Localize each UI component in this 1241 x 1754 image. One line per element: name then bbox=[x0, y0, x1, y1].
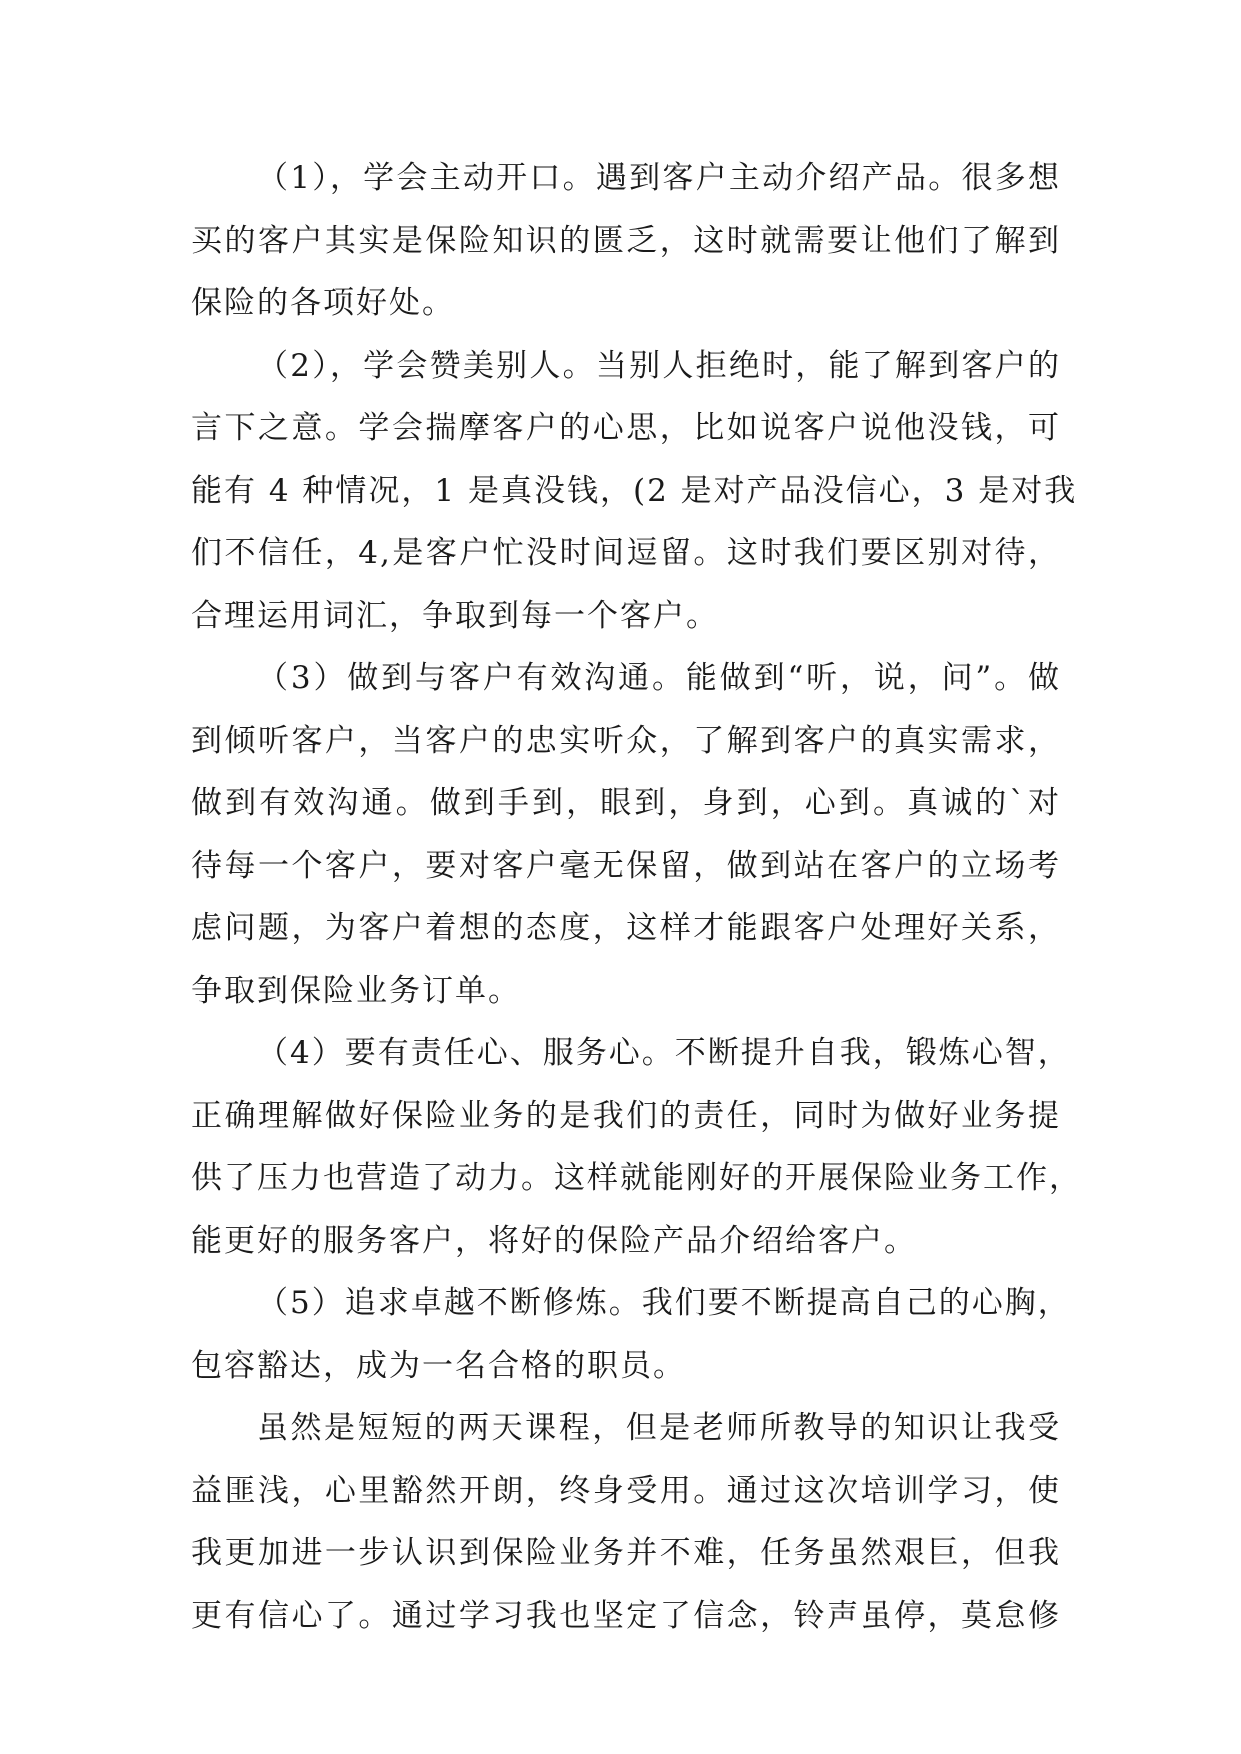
paragraph-line: 保险的各项好处。 bbox=[191, 285, 455, 321]
paragraph-line: （1），学会主动开口。遇到客户主动介绍产品。很多想 bbox=[257, 160, 1061, 196]
paragraph-line: 益匪浅，心里豁然开朗，终身受用。通过这次培训学习，使 bbox=[191, 1472, 1061, 1509]
paragraph-line: 虽然是短短的两天课程，但是老师所教导的知识让我受 bbox=[257, 1410, 1061, 1446]
paragraph-line: 争取到保险业务订单。 bbox=[191, 972, 521, 1009]
paragraph-line: 做到有效沟通。做到手到，眼到，身到，心到。真诚的`对 bbox=[191, 785, 1061, 821]
paragraph-line: （5）追求卓越不断修炼。我们要不断提高自己的心胸， bbox=[257, 1285, 1071, 1321]
paragraph-1 bbox=[191, 158, 1061, 346]
paragraph-line: 们不信任，4,是客户忙没时间逗留。这时我们要区别对待， bbox=[191, 535, 1061, 571]
paragraph-line: 能有 4 种情况，1 是真没钱，(2 是对产品没信心，3 是对我 bbox=[191, 472, 1078, 509]
paragraph-line: 正确理解做好保险业务的是我们的责任，同时为做好业务提 bbox=[191, 1097, 1061, 1134]
document-body bbox=[191, 158, 1082, 1658]
paragraph-line: 虑问题，为客户着想的态度，这样才能跟客户处理好关系， bbox=[191, 910, 1061, 946]
paragraph-line: 言下之意。学会揣摩客户的心思，比如说客户说他没钱，可 bbox=[191, 410, 1061, 446]
paragraph-5 bbox=[191, 1283, 1071, 1408]
paragraph-line: 更有信心了。通过学习我也坚定了信念，铃声虽停，莫怠修 bbox=[191, 1597, 1061, 1634]
paragraph-line: （3）做到与客户有效沟通。能做到“听，说，问”。做 bbox=[257, 660, 1061, 696]
paragraph-line: 供了压力也营造了动力。这样就能刚好的开展保险业务工作， bbox=[191, 1160, 1082, 1196]
paragraph-line: 包容豁达，成为一名合格的职员。 bbox=[191, 1347, 686, 1384]
paragraph-line: 合理运用词汇，争取到每一个客户。 bbox=[191, 597, 719, 634]
paragraph-line: （4）要有责任心、服务心。不断提升自我，锻炼心智， bbox=[257, 1035, 1071, 1071]
paragraph-line: 我更加进一步认识到保险业务并不难，任务虽然艰巨，但我 bbox=[191, 1535, 1061, 1571]
paragraph-6 bbox=[191, 1408, 1061, 1658]
paragraph-2 bbox=[191, 346, 1078, 659]
paragraph-line: 到倾听客户，当客户的忠实听众，了解到客户的真实需求， bbox=[191, 722, 1061, 759]
paragraph-3 bbox=[191, 658, 1061, 1033]
paragraph-line: 买的客户其实是保险知识的匮乏，这时就需要让他们了解到 bbox=[191, 222, 1061, 259]
paragraph-line: 能更好的服务客户，将好的保险产品介绍给客户。 bbox=[191, 1222, 917, 1259]
paragraph-line: （2），学会赞美别人。当别人拒绝时，能了解到客户的 bbox=[257, 347, 1061, 384]
paragraph-line: 待每一个客户，要对客户毫无保留，做到站在客户的立场考 bbox=[191, 847, 1061, 884]
paragraph-4 bbox=[191, 1033, 1082, 1283]
